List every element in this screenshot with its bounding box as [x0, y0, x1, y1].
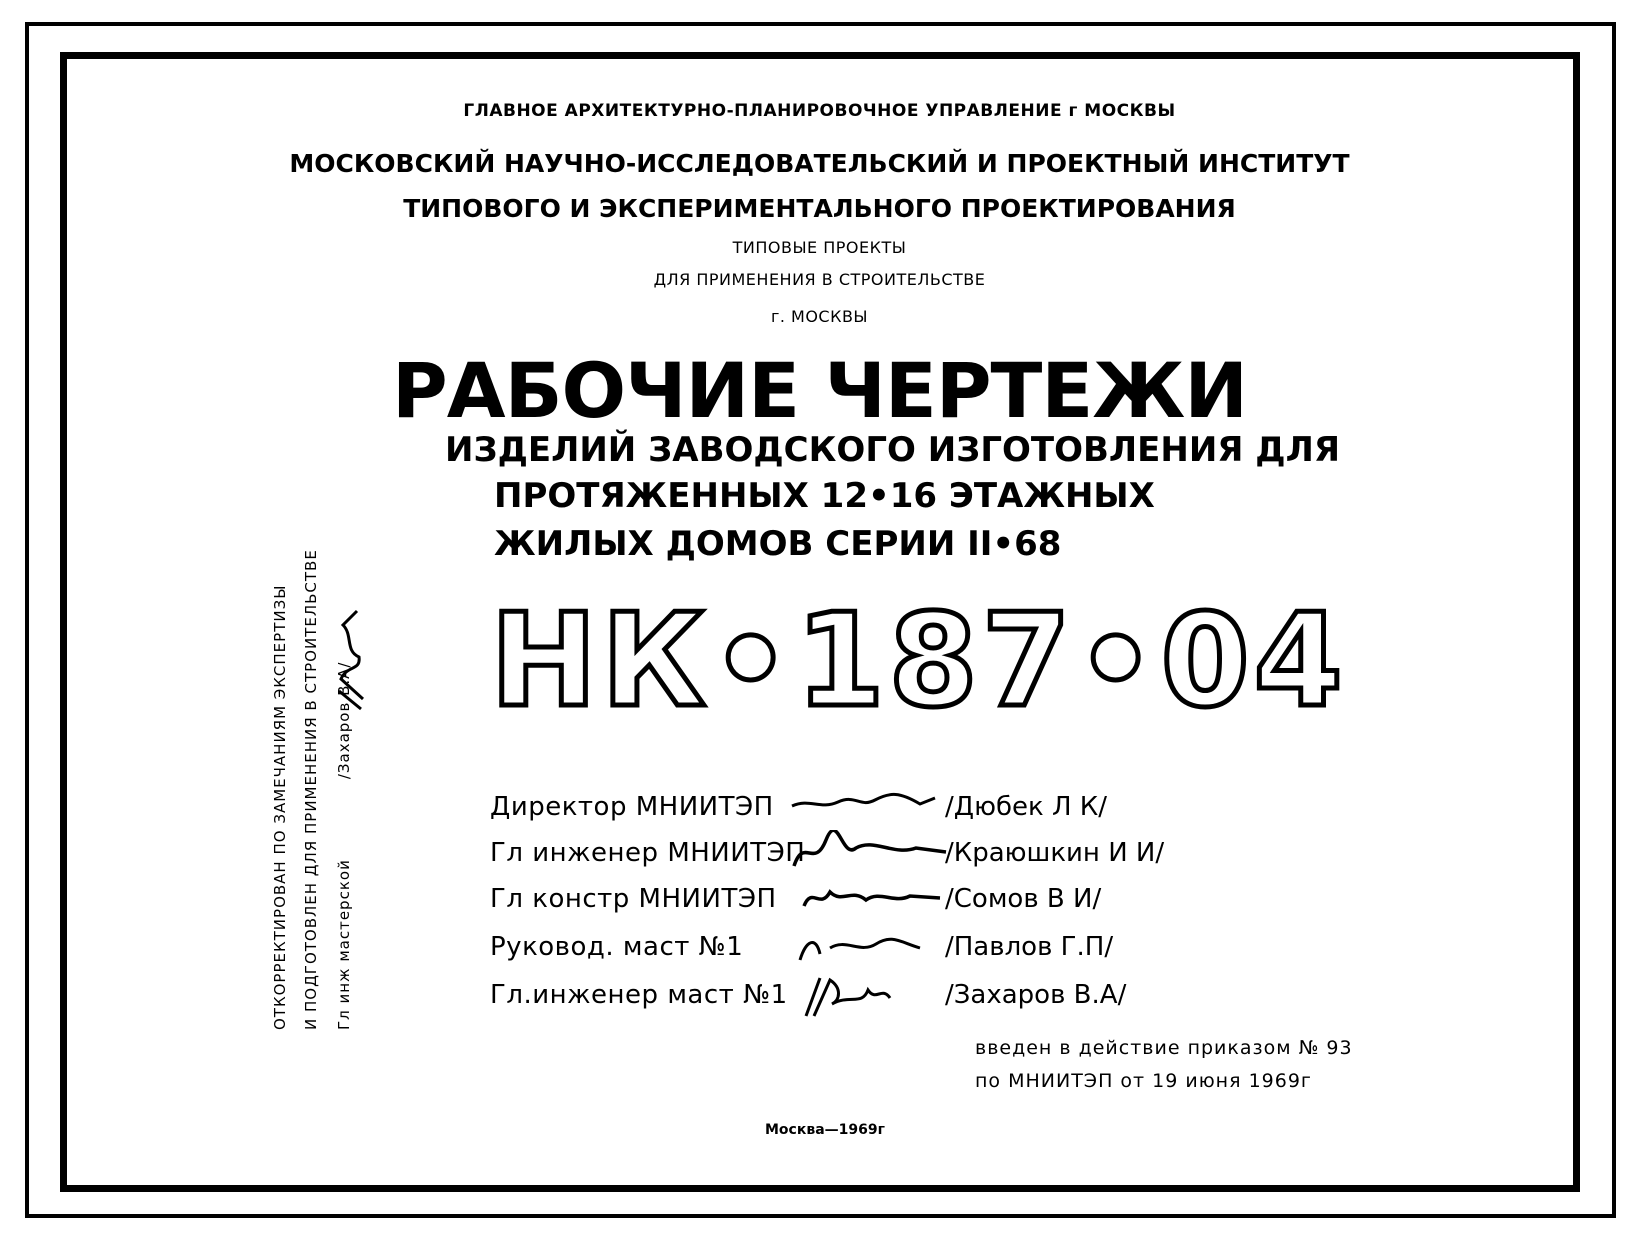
purpose-line: ДЛЯ ПРИМЕНЕНИЯ В СТРОИТЕЛЬСТВЕ: [653, 270, 986, 289]
agency-line: ГЛАВНОЕ АРХИТЕКТУРНО-ПЛАНИРОВОЧНОЕ УПРАВЛЕНИЕ г МОСКВЫ: [463, 101, 1176, 121]
document-code: НК•187•04: [490, 587, 1347, 736]
vertical-note-line-2: И ПОДГОТОВЛЕН ДЛЯ ПРИМЕНЕНИЯ В СТРОИТЕЛЬСТВЕ: [302, 549, 320, 1030]
vertical-note-position: Гл инж мастерской: [335, 859, 353, 1030]
subtitle-line-2: ПРОТЯЖЕННЫХ 12•16 ЭТАЖНЫХ: [494, 476, 1155, 516]
signature-name: /Сомов В И/: [945, 884, 1102, 914]
subtitle-line-3: ЖИЛЫХ ДОМОВ СЕРИИ II•68: [494, 524, 1062, 564]
handwritten-signature: [790, 924, 940, 964]
handwritten-signature: [790, 784, 940, 824]
signature-name: /Краюшкин И И/: [945, 838, 1165, 868]
handwritten-signature: [790, 972, 940, 1020]
signature-name: /Захаров В.А/: [945, 980, 1127, 1010]
subtitle-line-1: ИЗДЕЛИЙ ЗАВОДСКОГО ИЗГОТОВЛЕНИЯ ДЛЯ: [445, 430, 1341, 470]
typical-projects-line: ТИПОВЫЕ ПРОЕКТЫ: [732, 238, 907, 257]
signature-name: /Дюбек Л К/: [945, 792, 1107, 822]
city-line: г. МОСКВЫ: [770, 307, 869, 326]
vertical-note-line-3: [335, 662, 353, 1030]
signature-position: Гл констр МНИИТЭП: [490, 884, 777, 914]
institute-line-2: ТИПОВОГО И ЭКСПЕРИМЕНТАЛЬНОГО ПРОЕКТИРОВАНИЯ: [403, 194, 1236, 223]
signature-name: /Павлов Г.П/: [945, 932, 1114, 962]
signature-position: Директор МНИИТЭП: [490, 792, 774, 822]
signature-position: Гл.инженер маст №1: [490, 980, 788, 1010]
place-year: Москва—1969г: [765, 1122, 885, 1138]
institute-line-1: МОСКОВСКИЙ НАУЧНО-ИССЛЕДОВАТЕЛЬСКИЙ И ПРОЕКТНЫЙ ИНСТИТУТ: [289, 149, 1350, 178]
handwritten-signature: [790, 830, 950, 874]
signature-position: Руковод. маст №1: [490, 932, 744, 962]
main-title: РАБОЧИЕ ЧЕРТЕЖИ: [392, 346, 1247, 435]
signature-position: Гл инженер МНИИТЭП: [490, 838, 806, 868]
decree-line-1: введен в действие приказом № 93: [975, 1037, 1353, 1059]
vertical-note-line-1: ОТКОРРЕКТИРОВАН ПО ЗАМЕЧАНИЯМ ЭКСПЕРТИЗЫ: [271, 584, 289, 1030]
handwritten-signature: [333, 605, 367, 715]
decree-line-2: по МНИИТЭП от 19 июня 1969г: [975, 1070, 1312, 1092]
vertical-note-name: /Захаров В.А/: [335, 661, 353, 780]
handwritten-signature: [790, 876, 950, 916]
